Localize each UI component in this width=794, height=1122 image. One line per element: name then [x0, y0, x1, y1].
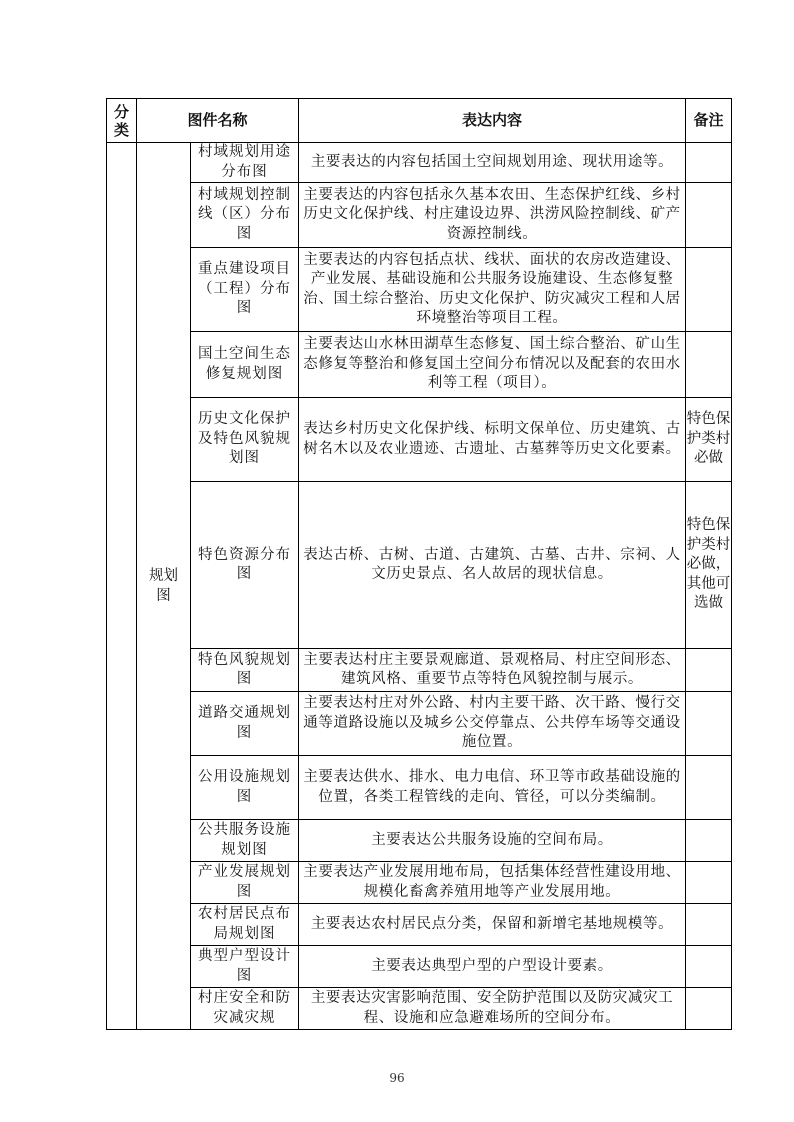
table-row	[107, 988, 732, 1030]
map-name: 农村居民点布局规划图	[191, 904, 299, 946]
map-note	[686, 946, 732, 988]
map-note: 特色保护类村必做，其他可选做	[686, 482, 732, 649]
plan-maps-table	[106, 98, 732, 1030]
map-note	[686, 820, 732, 862]
table-row	[107, 946, 732, 988]
map-content: 主要表达山水林田湖草生态修复、国土综合整治、矿山生态修复等整治和修复国土空间分布情况以及配套的农田水利等工程（项目）。	[299, 332, 686, 398]
map-note	[686, 756, 732, 820]
map-name: 典型户型设计图	[191, 946, 299, 988]
map-content: 主要表达的内容包括国土空间规划用途、现状用途等。	[299, 143, 686, 183]
map-content: 主要表达的内容包括点状、线状、面状的农房改造建设、产业发展、基础设施和公共服务设施建设、生态修复整治、国土综合整治、历史文化保护、防灾减灾工程和人居环境整治等项目工程。	[299, 248, 686, 332]
table-row	[107, 482, 732, 649]
table-row	[107, 248, 732, 332]
map-content: 表达乡村历史文化保护线、标明文保单位、历史建筑、古树名木以及农业遗迹、古遗址、古墓葬等历史文化要素。	[299, 398, 686, 482]
map-note	[686, 248, 732, 332]
category-cell	[107, 143, 137, 1030]
map-name: 特色风貌规划图	[191, 649, 299, 692]
map-content: 表达古桥、古树、古道、古建筑、古墓、古井、宗祠、人文历史景点、名人故居的现状信息。	[299, 482, 686, 649]
page-number: 96	[389, 1071, 405, 1085]
map-content: 主要表达村庄对外公路、村内主要干路、次干路、慢行交通等道路设施以及城乡公交停靠点、公共停车场等交通设施位置。	[299, 692, 686, 756]
map-name: 公用设施规划图	[191, 756, 299, 820]
map-note	[686, 143, 732, 183]
map-name: 历史文化保护及特色风貌规划图	[191, 398, 299, 482]
map-content: 主要表达灾害影响范围、安全防护范围以及防灾减灾工程、设施和应急避难场所的空间分布。	[299, 988, 686, 1030]
header-category: 分类	[107, 99, 137, 143]
map-note	[686, 988, 732, 1030]
map-note	[686, 183, 732, 248]
map-name: 道路交通规划图	[191, 692, 299, 756]
map-name: 公共服务设施规划图	[191, 820, 299, 862]
map-note: 特色保护类村必做	[686, 398, 732, 482]
header-content: 表达内容	[299, 99, 686, 143]
table-row	[107, 820, 732, 862]
map-note	[686, 862, 732, 904]
map-name: 国土空间生态修复规划图	[191, 332, 299, 398]
map-name: 重点建设项目（工程）分布图	[191, 248, 299, 332]
table-row	[107, 183, 732, 248]
table-row	[107, 862, 732, 904]
subcategory-label: 规划图	[149, 568, 178, 604]
map-content: 主要表达典型户型的户型设计要素。	[299, 946, 686, 988]
map-content: 主要表达产业发展用地布局，包括集体经营性建设用地、规模化畜禽养殖用地等产业发展用地。	[299, 862, 686, 904]
table-row	[107, 649, 732, 692]
map-content: 主要表达农村居民点分类，保留和新增宅基地规模等。	[299, 904, 686, 946]
subcategory-cell	[137, 143, 191, 1030]
table-row	[107, 332, 732, 398]
table-header-row	[107, 99, 732, 143]
map-content: 主要表达供水、排水、电力电信、环卫等市政基础设施的位置，各类工程管线的走向、管径，可以分类编制。	[299, 756, 686, 820]
map-name: 产业发展规划图	[191, 862, 299, 904]
map-content: 主要表达的内容包括永久基本农田、生态保护红线、乡村历史文化保护线、村庄建设边界、洪涝风险控制线、矿产资源控制线。	[299, 183, 686, 248]
table-row	[107, 692, 732, 756]
map-name: 村庄安全和防灾减灾规	[191, 988, 299, 1030]
header-name: 图件名称	[137, 99, 299, 143]
map-name: 村域规划用途分布图	[191, 143, 299, 183]
table-row	[107, 398, 732, 482]
header-note: 备注	[686, 99, 732, 143]
map-name: 村域规划控制线（区）分布图	[191, 183, 299, 248]
map-note	[686, 649, 732, 692]
map-note	[686, 692, 732, 756]
table-row	[107, 904, 732, 946]
map-content: 主要表达村庄主要景观廊道、景观格局、村庄空间形态、建筑风格、重要节点等特色风貌控制与展示。	[299, 649, 686, 692]
map-note	[686, 904, 732, 946]
table-row	[107, 756, 732, 820]
map-content: 主要表达公共服务设施的空间布局。	[299, 820, 686, 862]
map-note	[686, 332, 732, 398]
map-name: 特色资源分布图	[191, 482, 299, 649]
table-row	[107, 143, 732, 183]
